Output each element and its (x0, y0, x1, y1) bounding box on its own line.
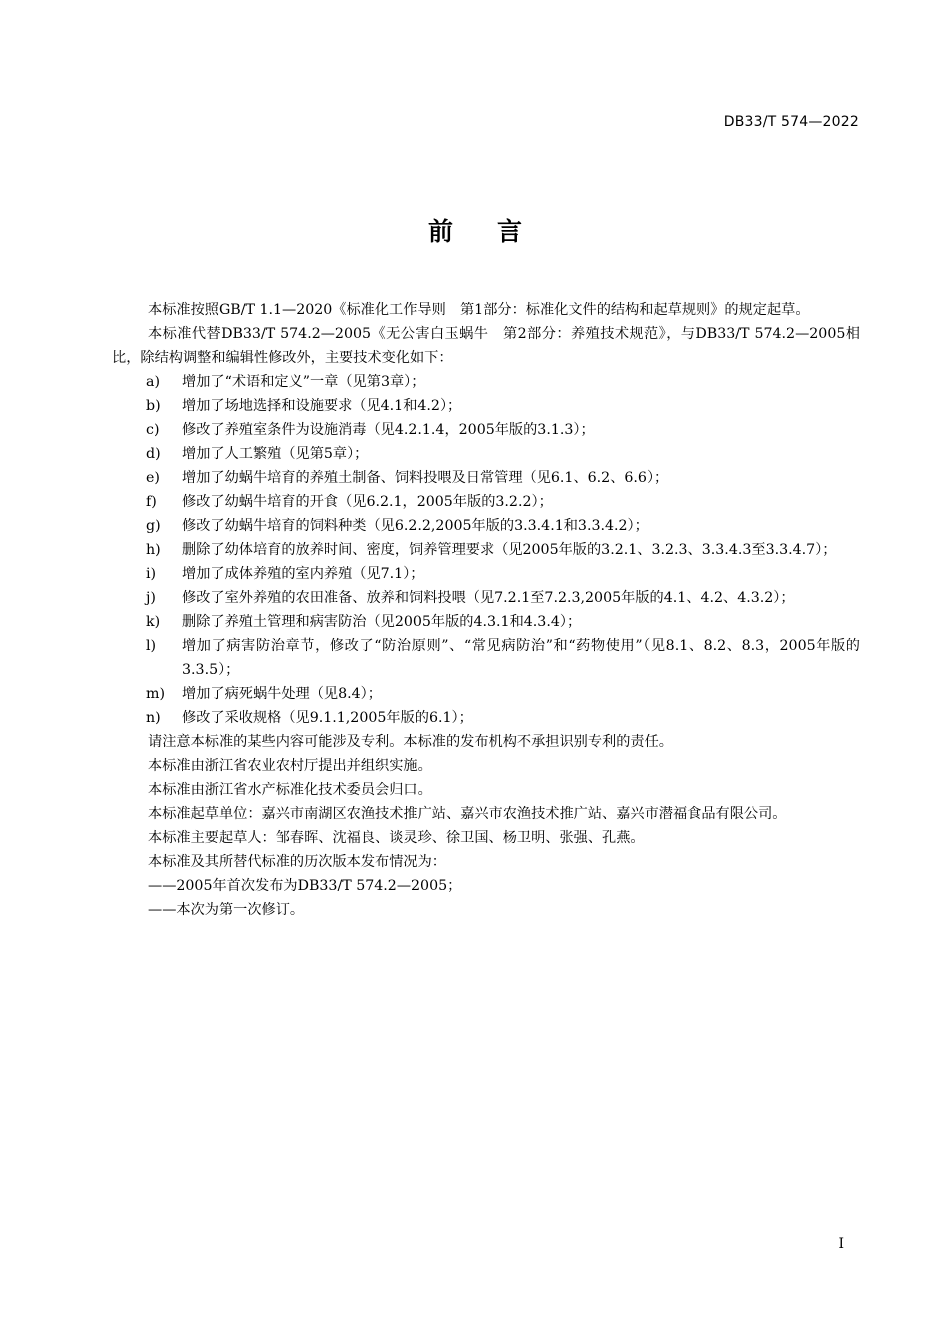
list-item (112, 610, 860, 634)
list-marker: e) (146, 470, 160, 486)
list-marker: g) (146, 518, 161, 534)
list-text: 删除了养殖土管理和病害防治（见2005年版的4.3.1和4.3.4）； (182, 614, 582, 630)
foreword-body (112, 298, 860, 922)
list-item (112, 442, 860, 466)
title-char-2: 言 (497, 217, 523, 246)
list-text: 增加了成体养殖的室内养殖（见7.1）； (182, 566, 425, 582)
list-item (112, 634, 860, 682)
list-text: 增加了“术语和定义”一章（见第3章）； (182, 374, 426, 390)
list-marker: a) (146, 374, 160, 390)
list-item (112, 706, 860, 730)
paragraph-replacement: 本标准代替DB33/T 574.2—2005《无公害白玉蜗牛 第2部分：养殖技术规范》，与DB33/T 574.2—2005相比，除结构调整和编辑性修改外，主要技术变化如下： (112, 326, 860, 366)
paragraph-committee: 本标准由浙江省水产标准化技术委员会归口。 (148, 782, 432, 798)
list-text: 删除了幼体培育的放养时间、密度，饲养管理要求（见2005年版的3.2.1、3.2.3、3.3.4.3至3.3.4.7）； (182, 542, 837, 558)
list-text: 修改了幼蜗牛培育的饲料种类（见6.2.2,2005年版的3.3.4.1和3.3.4.2）； (182, 518, 649, 534)
list-text: 增加了病害防治章节，修改了“防治原则”、“常见病防治”和“药物使用”（见8.1、8.2、8.3，2005年版的3.3.5）； (182, 638, 860, 678)
list-item (112, 418, 860, 442)
paragraph-proposer: 本标准由浙江省农业农村厅提出并组织实施。 (148, 758, 432, 774)
list-marker: k) (146, 614, 161, 630)
list-item (112, 514, 860, 538)
page-number: I (838, 1236, 844, 1252)
list-text: 修改了养殖室条件为设施消毒（见4.2.1.4，2005年版的3.1.3）； (182, 422, 595, 438)
list-item (112, 562, 860, 586)
page-title (0, 212, 950, 248)
list-item (112, 490, 860, 514)
list-item (112, 538, 860, 562)
list-text: 修改了采收规格（见9.1.1,2005年版的6.1）； (182, 710, 473, 726)
list-marker: i) (146, 566, 157, 582)
paragraph-patent-notice: 请注意本标准的某些内容可能涉及专利。本标准的发布机构不承担识别专利的责任。 (148, 734, 673, 750)
list-marker: d) (146, 446, 161, 462)
list-marker: b) (146, 398, 161, 414)
list-item (112, 370, 860, 394)
list-marker: c) (146, 422, 160, 438)
list-text: 修改了室外养殖的农田准备、放养和饲料投喂（见7.2.1至7.2.3,2005年版的4.1、4.2、4.3.2）； (182, 590, 795, 606)
title-char-1: 前 (427, 217, 453, 246)
paragraph-drafters: 本标准主要起草人：邹春晖、沈福良、谈灵珍、徐卫国、杨卫明、张强、孔燕。 (148, 830, 645, 846)
paragraph-history-intro: 本标准及其所替代标准的历次版本发布情况为： (148, 854, 446, 870)
paragraph-drafting-units: 本标准起草单位：嘉兴市南湖区农渔技术推广站、嘉兴市农渔技术推广站、嘉兴市潜福食品有限公司。 (148, 806, 787, 822)
list-marker: j) (146, 590, 156, 606)
list-text: 修改了幼蜗牛培育的开食（见6.2.1，2005年版的3.2.2）； (182, 494, 553, 510)
history-item-current: ——本次为第一次修订。 (148, 902, 305, 918)
list-text: 增加了幼蜗牛培育的养殖土制备、饲料投喂及日常管理（见6.1、6.2、6.6）； (182, 470, 669, 486)
list-marker: f) (146, 494, 157, 510)
list-item (112, 682, 860, 706)
list-item (112, 394, 860, 418)
document-code: DB33/T 574—2022 (723, 114, 859, 130)
list-marker: h) (146, 542, 161, 558)
list-text: 增加了人工繁殖（见第5章）； (182, 446, 369, 462)
list-item (112, 466, 860, 490)
list-marker: m) (146, 686, 165, 702)
history-item-2005: ——2005年首次发布为DB33/T 574.2—2005； (148, 878, 462, 894)
list-marker: n) (146, 710, 161, 726)
list-text: 增加了场地选择和设施要求（见4.1和4.2）； (182, 398, 462, 414)
list-marker: l) (146, 638, 157, 654)
list-text: 增加了病死蜗牛处理（见8.4）； (182, 686, 382, 702)
paragraph-drafting-rule: 本标准按照GB/T 1.1—2020《标准化工作导则 第1部分：标准化文件的结构和起草规则》的规定起草。 (148, 302, 810, 318)
list-item (112, 586, 860, 610)
